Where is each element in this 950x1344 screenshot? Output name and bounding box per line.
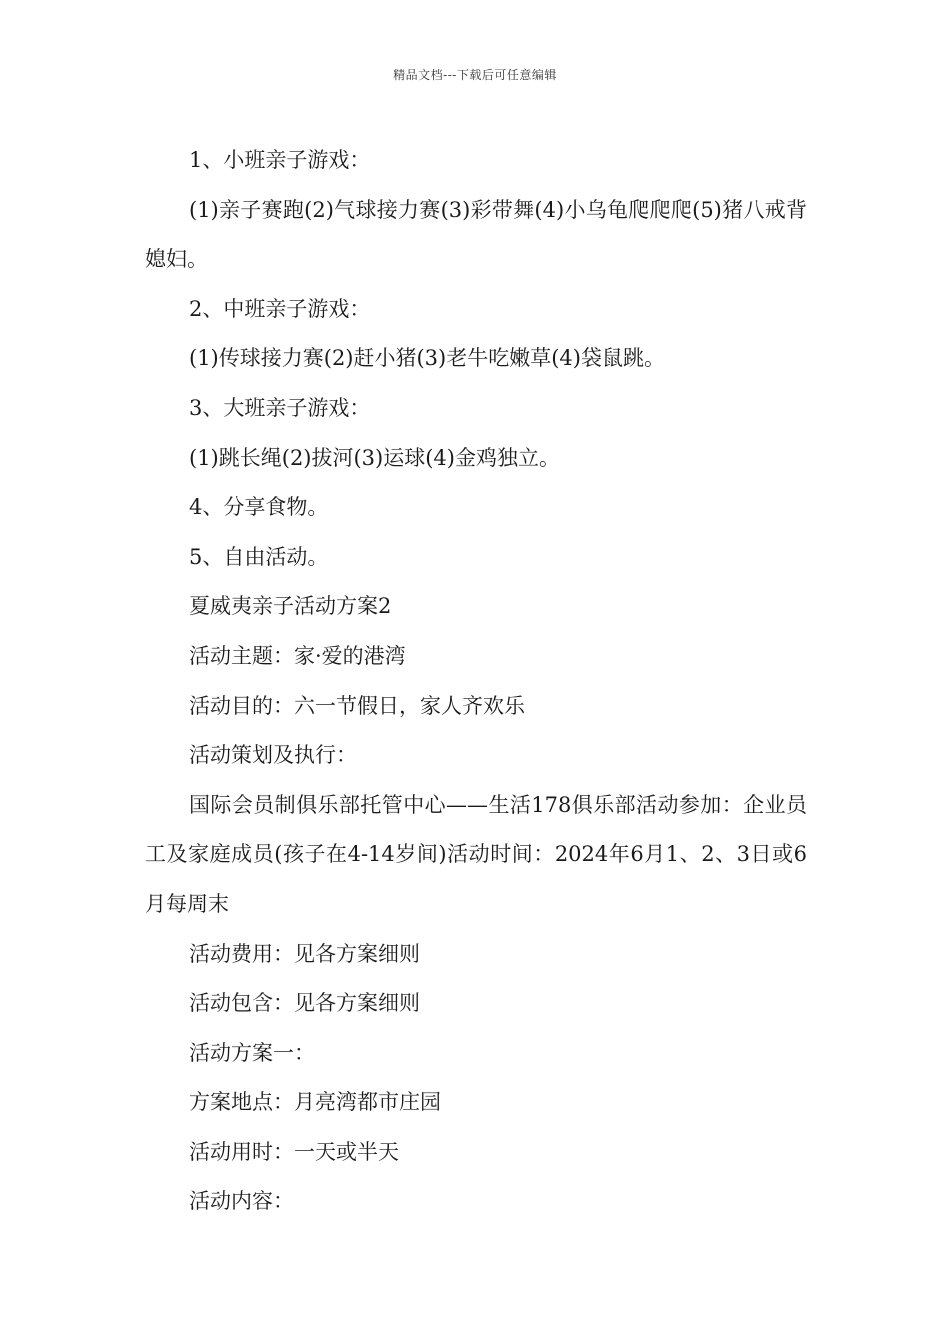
organizer-details: 国际会员制俱乐部托管中心——生活178俱乐部活动参加：企业员工及家庭成员(孩子在4-14岁间)活动时间：2024年6月1、2、3日或6月每周末	[145, 792, 807, 916]
page-header: 精品文档---下载后可任意编辑	[393, 68, 557, 82]
plan-one-heading: 活动方案一：	[189, 1040, 315, 1065]
plan-location: 方案地点：月亮湾都市庄园	[189, 1090, 441, 1115]
big-class-games: (1)跳长绳(2)拔河(3)运球(4)金鸡独立。	[189, 445, 560, 470]
activity-content: 活动内容：	[189, 1189, 294, 1214]
middle-class-heading: 2、中班亲子游戏：	[189, 296, 371, 321]
activity-includes: 活动包含：见各方案细则	[189, 991, 420, 1016]
activity-duration: 活动用时：一天或半天	[189, 1139, 399, 1164]
document-body	[145, 136, 807, 1227]
activity-cost: 活动费用：见各方案细则	[189, 941, 420, 966]
share-food-item: 4、分享食物。	[189, 495, 329, 520]
section-title: 夏威夷亲子活动方案2	[189, 594, 392, 619]
free-activity-item: 5、自由活动。	[189, 544, 329, 569]
small-class-games: (1)亲子赛跑(2)气球接力赛(3)彩带舞(4)小乌龟爬爬爬(5)猪八戒背媳妇。	[145, 197, 807, 272]
big-class-heading: 3、大班亲子游戏：	[189, 395, 371, 420]
middle-class-games: (1)传球接力赛(2)赶小猪(3)老牛吃嫩草(4)袋鼠跳。	[189, 346, 665, 371]
activity-theme: 活动主题：家·爱的港湾	[189, 643, 406, 668]
activity-planning: 活动策划及执行：	[189, 743, 357, 768]
activity-purpose: 活动目的：六一节假日，家人齐欢乐	[189, 693, 525, 718]
small-class-heading: 1、小班亲子游戏：	[189, 148, 371, 172]
